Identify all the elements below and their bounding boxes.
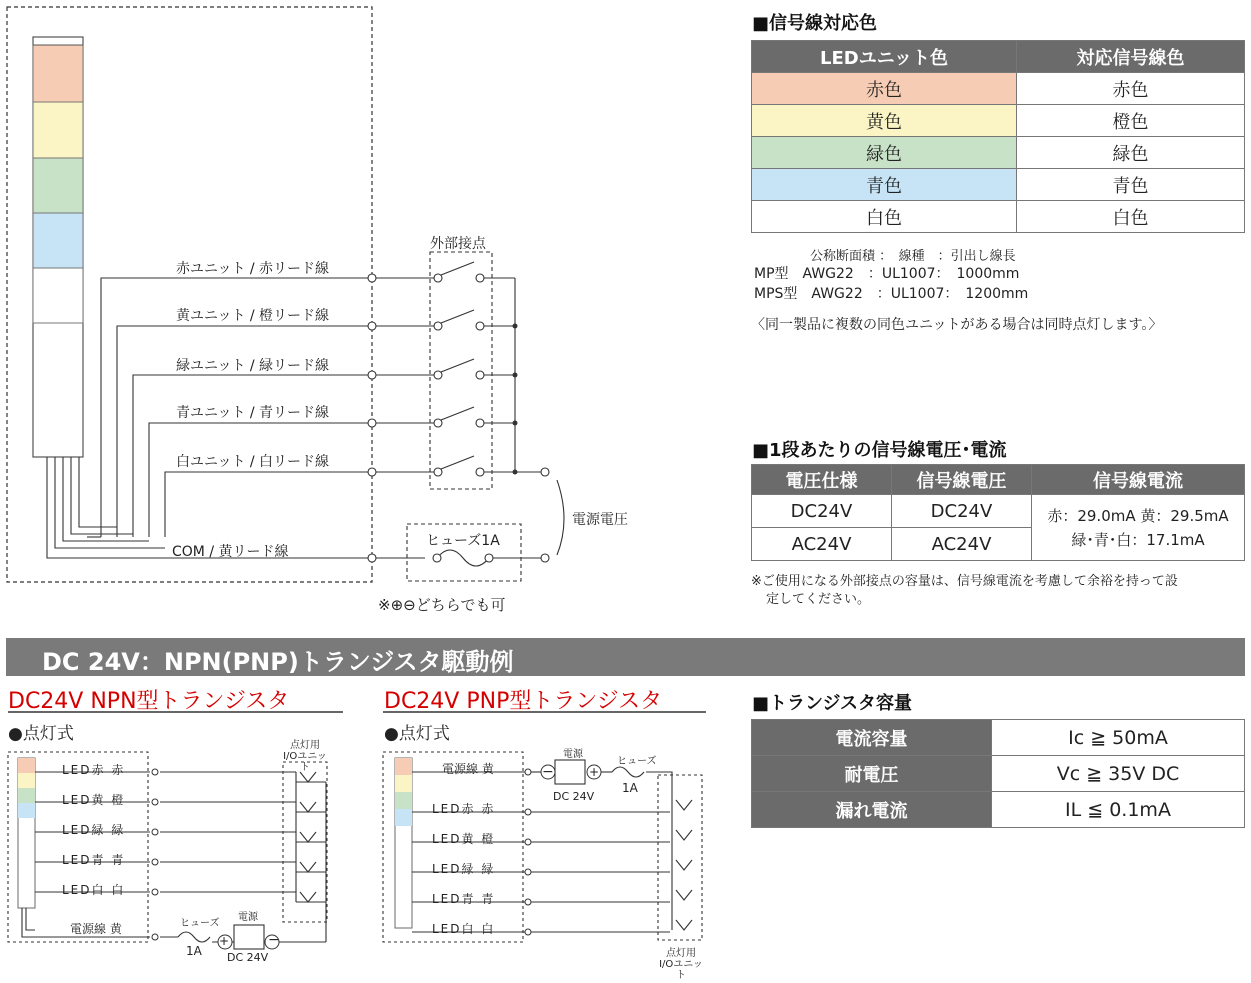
wire-label-green: 緑ユニット / 緑リード線: [176, 358, 330, 374]
section-banner-title: DC 24V：NPN(PNP)トランジスタ駆動例: [42, 648, 514, 676]
wire-label-yellow: 黄ユニット / 橙リード線: [176, 308, 330, 324]
fuse-label: ヒューズ1A: [426, 533, 500, 549]
signal-color-header-unit: LEDユニット色: [752, 41, 1017, 73]
external-contact-label: 外部接点: [430, 236, 486, 252]
npn-tower-segments: [18, 758, 35, 818]
supply-voltage-label: 電源電圧: [572, 512, 628, 528]
wire-color-cell: 橙色: [1017, 105, 1245, 137]
table-row: [752, 495, 1245, 528]
pnp-line-white: LED白 白: [432, 922, 496, 936]
unit-color-cell: 白色: [752, 201, 1017, 233]
table-row: [752, 73, 1245, 105]
table-row: [752, 201, 1245, 233]
transistor-label-cell: 電流容量: [752, 720, 992, 756]
current-line-2: 緑･青･白：17.1mA: [1071, 530, 1205, 549]
tower-segment-white: [33, 268, 83, 323]
npn-io-unit: 点灯用 I/Oユニット: [283, 740, 327, 773]
plus-icon: +: [219, 934, 230, 948]
voltage-note-2: 定してください。: [766, 592, 871, 607]
pnp-line-red: LED赤 赤: [432, 802, 496, 816]
pnp-line-green: LED緑 緑: [432, 862, 496, 876]
unit-color-cell: 青色: [752, 169, 1017, 201]
npn-mode: ●点灯式: [8, 724, 74, 744]
section-banner: [6, 638, 1245, 676]
wire-color-cell: 青色: [1017, 169, 1245, 201]
voltage-table: [751, 464, 1245, 561]
npn-line-red: LED赤 赤: [62, 763, 126, 777]
tower-segment-yellow: [33, 102, 83, 158]
wire-spec-note: 〈同一製品に複数の同色ユニットがある場合は同時点灯します。〉: [751, 317, 1163, 333]
pnp-io-unit: 点灯用 I/Oユニット: [659, 948, 703, 981]
pnp-supply-label: 電源: [563, 749, 583, 760]
voltage-header-signal-voltage: 信号線電圧: [892, 465, 1032, 495]
signal-current-cell: [1032, 495, 1245, 561]
wire-label-red: 赤ユニット / 赤リード線: [176, 261, 330, 277]
plus-icon: +: [589, 765, 600, 779]
signal-color-table-title: ■信号線対応色: [752, 13, 878, 34]
tower-segment-green: [33, 158, 83, 213]
transistor-label-cell: 漏れ電流: [752, 792, 992, 828]
signal-voltage-cell: AC24V: [892, 528, 1032, 561]
voltage-table-title: ■1段あたりの信号線電圧･電流: [752, 440, 1007, 461]
voltage-spec-cell: DC24V: [752, 495, 892, 528]
wire-color-cell: 緑色: [1017, 137, 1245, 169]
transistor-value-cell: IL ≦ 0.1mA: [992, 792, 1245, 828]
table-row: [752, 105, 1245, 137]
tower-segments: [33, 45, 83, 323]
transistor-label-cell: 耐電圧: [752, 756, 992, 792]
npn-fuse-rating: 1A: [186, 944, 202, 958]
pnp-fuse-rating: 1A: [622, 781, 638, 795]
table-row: [752, 792, 1245, 828]
voltage-header-signal-current: 信号線電流: [1032, 465, 1245, 495]
npn-supply-label: 電源: [238, 912, 258, 923]
wire-label-com: COM / 黄リード線: [172, 544, 289, 560]
voltage-header-spec: 電圧仕様: [752, 465, 892, 495]
wire-color-cell: 白色: [1017, 201, 1245, 233]
transistor-value-cell: Vc ≧ 35V DC: [992, 756, 1245, 792]
pnp-fuse-label: ヒューズ: [617, 756, 657, 767]
npn-fuse-label: ヒューズ: [180, 918, 220, 929]
wire-label-white: 白ユニット / 白リード線: [176, 454, 330, 470]
pnp-line-yellow: LED黄 橙: [432, 832, 496, 846]
pnp-line-blue: LED青 青: [432, 892, 496, 906]
npn-line-white: LED白 白: [62, 883, 126, 897]
wire-spec-header: 公称断面積 ： 線種 ：引出し線長: [810, 249, 1016, 264]
signal-color-table: [751, 40, 1245, 233]
unit-color-cell: 黄色: [752, 105, 1017, 137]
npn-line-yellow: LED黄 橙: [62, 793, 126, 807]
table-row: [752, 169, 1245, 201]
wire-label-blue: 青ユニット / 青リード線: [176, 405, 330, 421]
minus-icon: −: [542, 764, 554, 780]
tower-segment-red: [33, 45, 83, 102]
transistor-table-title: ■トランジスタ容量: [752, 693, 913, 714]
unit-color-cell: 緑色: [752, 137, 1017, 169]
polarity-note: ※⊕⊖どちらでも可: [378, 596, 506, 614]
pnp-power-line: 電源線 黄: [442, 762, 494, 776]
voltage-spec-cell: AC24V: [752, 528, 892, 561]
pnp-tower-segments: [395, 758, 412, 826]
npn-line-blue: LED青 青: [62, 853, 126, 867]
transistor-table: [751, 719, 1245, 828]
minus-icon: −: [268, 932, 280, 948]
npn-line-green: LED緑 緑: [62, 823, 126, 837]
current-line-1: 赤：29.0mA 黄：29.5mA: [1047, 506, 1229, 525]
pnp-mode: ●点灯式: [384, 724, 450, 744]
transistor-value-cell: Ic ≧ 50mA: [992, 720, 1245, 756]
pnp-supply-voltage: DC 24V: [553, 790, 595, 803]
voltage-note-1: ※ご使用になる外部接点の容量は、信号線電流を考慮して余裕を持って設: [751, 574, 1178, 589]
signal-color-header-wire: 対応信号線色: [1017, 41, 1245, 73]
table-row: [752, 720, 1245, 756]
wire-color-cell: 赤色: [1017, 73, 1245, 105]
table-row: [752, 137, 1245, 169]
wire-spec-mps: MPS型 AWG22 ：UL1007： 1200mm: [754, 286, 1029, 302]
npn-supply-voltage: DC 24V: [227, 951, 269, 964]
table-row: [752, 756, 1245, 792]
unit-color-cell: 赤色: [752, 73, 1017, 105]
npn-title: DC24V NPN型トランジスタ: [8, 689, 290, 714]
npn-power-line: 電源線 黄: [70, 922, 122, 936]
wire-spec-mp: MP型 AWG22 ：UL1007： 1000mm: [754, 266, 1020, 282]
tower-segment-blue: [33, 213, 83, 268]
pnp-title: DC24V PNP型トランジスタ: [384, 689, 663, 714]
signal-voltage-cell: DC24V: [892, 495, 1032, 528]
